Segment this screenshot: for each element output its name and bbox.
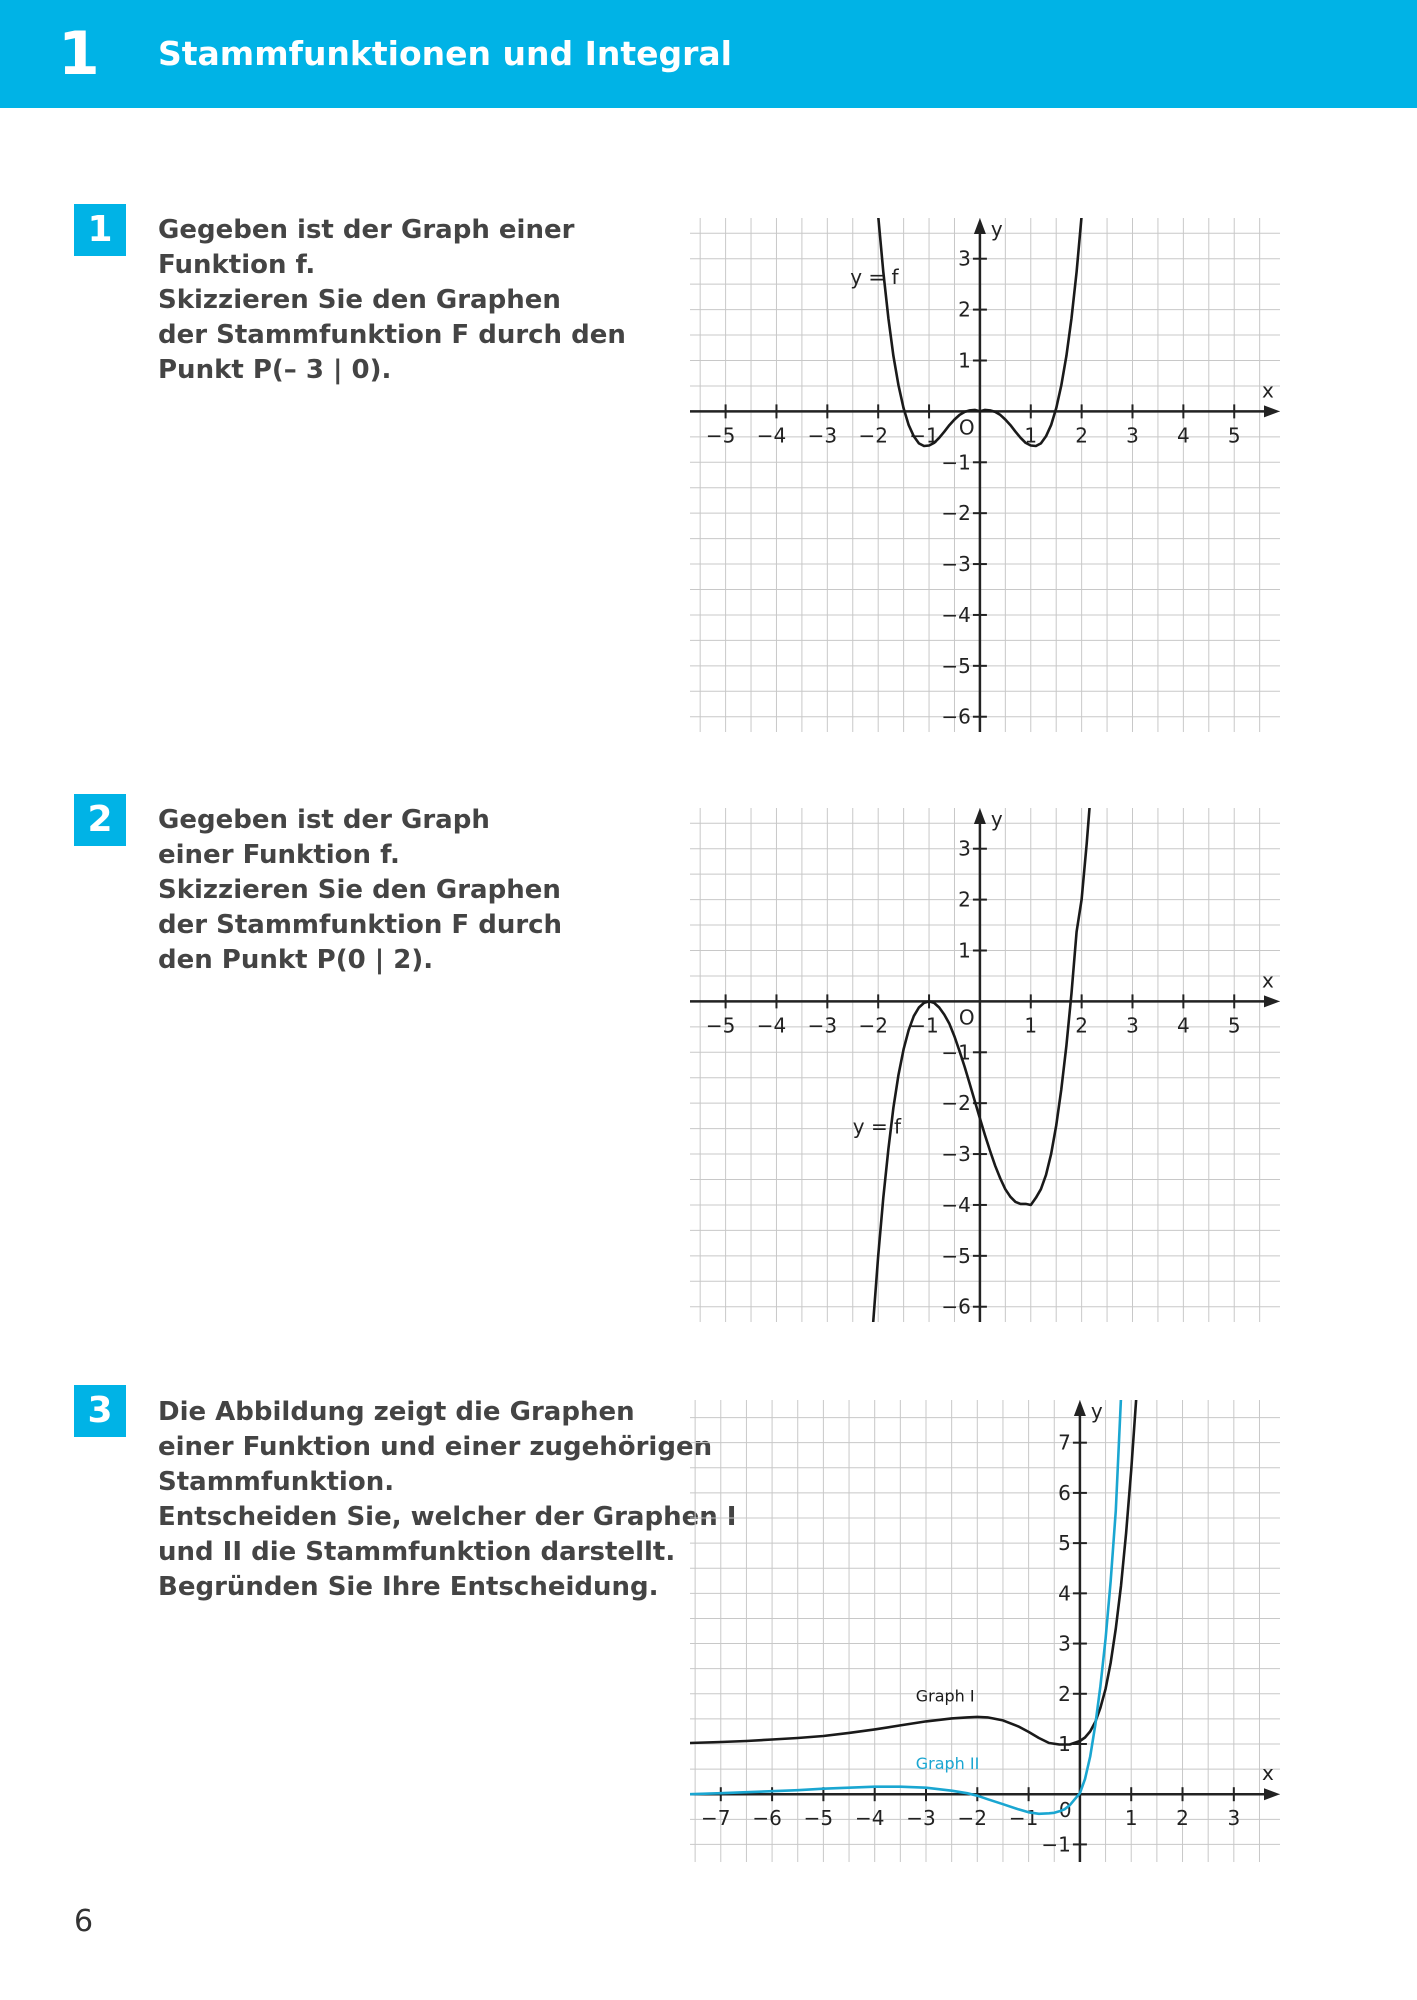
task-line: Punkt P(– 3 | 0). bbox=[158, 355, 392, 385]
plot-task-1 bbox=[690, 218, 1280, 732]
y-tick-label: 5 bbox=[1058, 1531, 1071, 1556]
chapter-title: Stammfunktionen und Integral bbox=[158, 34, 732, 73]
y-axis-label: y bbox=[1090, 1400, 1103, 1423]
x-tick-label: 1 bbox=[1124, 1806, 1138, 1831]
task-text-2 bbox=[158, 803, 678, 978]
x-tick-label: 1 bbox=[1024, 423, 1038, 448]
y-axis-arrow bbox=[974, 218, 986, 234]
x-tick-label: −3 bbox=[807, 423, 838, 448]
x-tick-label: 3 bbox=[1227, 1806, 1241, 1831]
y-tick-label: −4 bbox=[941, 1192, 971, 1217]
task-badge-3: 3 bbox=[74, 1385, 126, 1437]
x-tick-label: 4 bbox=[1176, 1013, 1190, 1038]
y-tick-label: −3 bbox=[941, 1142, 971, 1167]
x-tick-label: −4 bbox=[756, 423, 787, 448]
task-line: und II die Stammfunktion darstellt. bbox=[158, 1537, 676, 1567]
x-tick-label: −7 bbox=[701, 1806, 731, 1831]
x-tick-label: −2 bbox=[858, 423, 888, 448]
task-line: Die Abbildung zeigt die Graphen bbox=[158, 1397, 635, 1427]
task-text-3 bbox=[158, 1395, 737, 1605]
chapter-number: 1 bbox=[58, 19, 100, 89]
task-line: einer Funktion und einer zugehörigen bbox=[158, 1432, 713, 1462]
task-line: Skizzieren Sie den Graphen bbox=[158, 875, 561, 905]
origin-label: O bbox=[958, 415, 975, 440]
task-line: den Punkt P(0 | 2). bbox=[158, 945, 434, 975]
x-tick-label: −3 bbox=[906, 1806, 936, 1831]
x-tick-label: −5 bbox=[705, 1013, 736, 1038]
series-label: Graph I bbox=[915, 1686, 975, 1706]
x-tick-label: −6 bbox=[752, 1806, 782, 1831]
x-tick-label: 2 bbox=[1075, 423, 1089, 448]
y-axis-arrow bbox=[974, 808, 986, 824]
task-line: Skizzieren Sie den Graphen bbox=[158, 285, 561, 315]
x-tick-label: −1 bbox=[909, 1013, 939, 1038]
page-number: 6 bbox=[74, 1904, 94, 1939]
x-tick-label: −1 bbox=[909, 423, 939, 448]
y-tick-label: 4 bbox=[1058, 1581, 1071, 1606]
x-tick-label: 2 bbox=[1075, 1013, 1089, 1038]
x-axis-arrow bbox=[1264, 405, 1280, 417]
series-label: Graph II bbox=[915, 1754, 980, 1774]
x-tick-label: 2 bbox=[1176, 1806, 1189, 1831]
y-tick-label: 1 bbox=[958, 938, 971, 963]
task-line: Stammfunktion. bbox=[158, 1467, 395, 1497]
x-tick-label: −2 bbox=[858, 1013, 888, 1038]
x-axis-label: x bbox=[1262, 968, 1274, 993]
y-tick-label: −2 bbox=[941, 1091, 971, 1116]
x-axis-arrow bbox=[1264, 995, 1280, 1007]
task-text-1 bbox=[158, 213, 678, 388]
task-line: Entscheiden Sie, welcher der Graphen I bbox=[158, 1502, 737, 1532]
x-tick-label: 5 bbox=[1227, 1013, 1241, 1038]
origin-label: 0 bbox=[1058, 1798, 1072, 1823]
task-line: der Stammfunktion F durch den bbox=[158, 320, 626, 350]
y-tick-label: −2 bbox=[941, 501, 971, 526]
x-tick-label: −4 bbox=[854, 1806, 885, 1831]
x-tick-label: 4 bbox=[1176, 423, 1190, 448]
x-axis-label: x bbox=[1262, 378, 1274, 403]
y-axis-label: y bbox=[990, 808, 1003, 831]
y-tick-label: 3 bbox=[1058, 1631, 1071, 1656]
y-tick-label: −5 bbox=[941, 653, 971, 678]
y-tick-label: −1 bbox=[941, 1040, 971, 1065]
y-tick-label: 2 bbox=[958, 297, 971, 322]
x-axis-arrow bbox=[1264, 1788, 1280, 1800]
y-tick-label: −6 bbox=[941, 704, 971, 729]
y-tick-label: 2 bbox=[1058, 1681, 1071, 1706]
task-line: Begründen Sie Ihre Entscheidung. bbox=[158, 1572, 659, 1602]
x-tick-label: 3 bbox=[1126, 1013, 1139, 1038]
x-tick-label: 1 bbox=[1024, 1013, 1038, 1038]
y-tick-label: 7 bbox=[1058, 1430, 1071, 1455]
series-label: y = f bbox=[850, 265, 899, 290]
task-line: Gegeben ist der Graph bbox=[158, 805, 490, 835]
y-tick-label: 3 bbox=[958, 836, 971, 861]
y-tick-label: 1 bbox=[1058, 1731, 1071, 1756]
y-tick-label: −5 bbox=[941, 1243, 971, 1268]
task-line: Funktion f. bbox=[158, 250, 316, 280]
task-line: der Stammfunktion F durch bbox=[158, 910, 563, 940]
task-line: einer Funktion f. bbox=[158, 840, 400, 870]
x-tick-label: 5 bbox=[1227, 423, 1241, 448]
origin-label: O bbox=[958, 1005, 975, 1030]
y-tick-label: −4 bbox=[941, 602, 971, 627]
y-tick-label: −1 bbox=[1041, 1832, 1071, 1857]
y-tick-label: 6 bbox=[1058, 1480, 1071, 1505]
plot-task-2 bbox=[690, 808, 1280, 1322]
series-line bbox=[690, 1400, 1121, 1814]
y-axis-label: y bbox=[990, 218, 1003, 241]
x-axis-label: x bbox=[1262, 1761, 1274, 1786]
y-tick-label: −1 bbox=[941, 450, 971, 475]
y-tick-label: 3 bbox=[958, 246, 971, 271]
x-tick-label: −3 bbox=[807, 1013, 838, 1038]
x-tick-label: 3 bbox=[1126, 423, 1139, 448]
y-tick-label: 2 bbox=[958, 887, 971, 912]
x-tick-label: −2 bbox=[957, 1806, 988, 1831]
series-label: y = f bbox=[852, 1114, 902, 1139]
plot-task-3 bbox=[690, 1400, 1280, 1862]
x-tick-label: −4 bbox=[756, 1013, 787, 1038]
y-tick-label: −3 bbox=[941, 552, 971, 577]
task-badge-2: 2 bbox=[74, 794, 126, 846]
task-line: Gegeben ist der Graph einer bbox=[158, 215, 575, 245]
series-line bbox=[690, 1400, 1139, 1745]
x-tick-label: −1 bbox=[1008, 1806, 1039, 1831]
series-line bbox=[873, 808, 1107, 1322]
y-tick-label: 1 bbox=[958, 348, 971, 373]
y-axis-arrow bbox=[1074, 1400, 1086, 1416]
x-tick-label: −5 bbox=[803, 1806, 834, 1831]
chapter-header bbox=[0, 0, 1417, 108]
task-badge-1: 1 bbox=[74, 204, 126, 256]
y-tick-label: −6 bbox=[941, 1294, 971, 1319]
x-tick-label: −5 bbox=[705, 423, 736, 448]
